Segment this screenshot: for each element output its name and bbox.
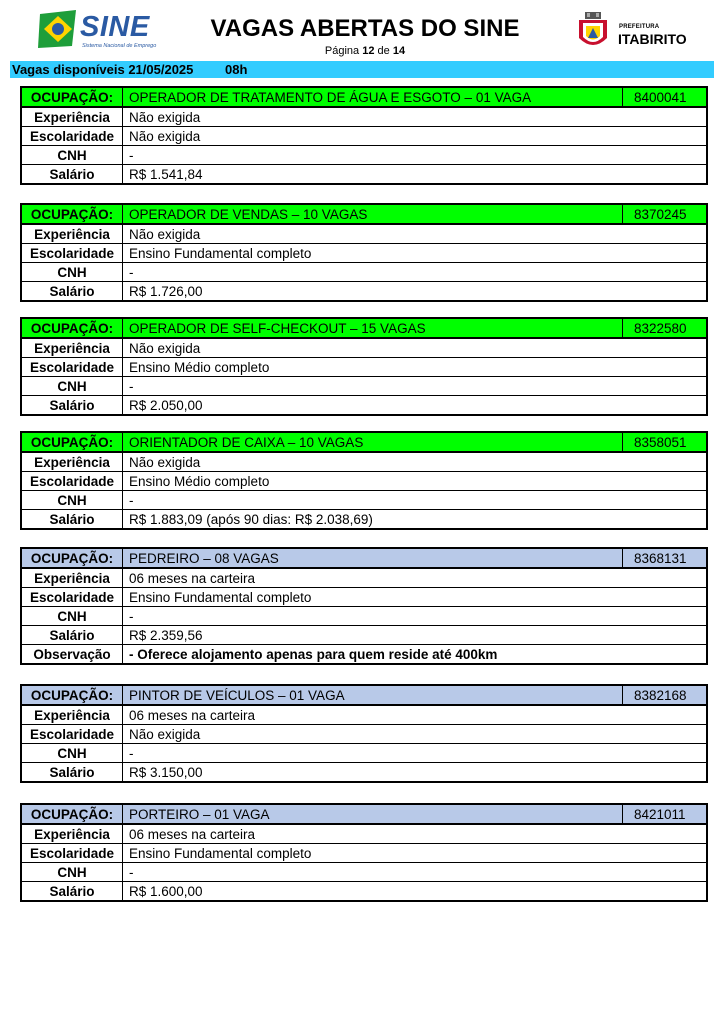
experience-label: Experiência [21, 824, 123, 844]
experience-label: Experiência [21, 705, 123, 725]
page-total: 14 [392, 45, 406, 57]
observation-value: - Oferece alojamento apenas para quem reside até 400km [123, 645, 708, 665]
cnh-label: CNH [21, 607, 123, 626]
education-value: Ensino Médio completo [123, 472, 708, 491]
salary-label: Salário [21, 282, 123, 302]
sine-logo [38, 10, 163, 52]
sine-emblem-icon [38, 10, 78, 48]
city-name: ITABIRITO [618, 31, 687, 47]
education-label: Escolaridade [21, 472, 123, 491]
experience-label: Experiência [21, 568, 123, 588]
salary-label: Salário [21, 882, 123, 902]
page-indicator [180, 45, 550, 57]
experience-label: Experiência [21, 224, 123, 244]
experience-value: 06 meses na carteira [123, 568, 708, 588]
education-label: Escolaridade [21, 725, 123, 744]
job-code: 8421011 [623, 804, 708, 824]
education-label: Escolaridade [21, 588, 123, 607]
cnh-value: - [123, 263, 708, 282]
sine-logo-text: SINE [80, 11, 150, 43]
occupation-title: ORIENTADOR DE CAIXA – 10 VAGAS [123, 432, 623, 452]
education-value: Não exigida [123, 127, 708, 146]
cnh-label: CNH [21, 491, 123, 510]
page-header [0, 0, 724, 62]
availability-date-bar [10, 61, 714, 78]
occupation-title: OPERADOR DE SELF-CHECKOUT – 15 VAGAS [123, 318, 623, 338]
education-value: Não exigida [123, 725, 708, 744]
experience-label: Experiência [21, 452, 123, 472]
job-code: 8382168 [623, 685, 708, 705]
education-value: Ensino Médio completo [123, 358, 708, 377]
occupation-title: PEDREIRO – 08 VAGAS [123, 548, 623, 568]
occupation-label: OCUPAÇÃO: [21, 87, 123, 107]
salary-value: R$ 1.541,84 [123, 165, 708, 185]
occupation-title: PORTEIRO – 01 VAGA [123, 804, 623, 824]
cnh-label: CNH [21, 146, 123, 165]
page-of: de [377, 45, 390, 57]
cnh-value: - [123, 377, 708, 396]
experience-value: Não exigida [123, 107, 708, 127]
occupation-label: OCUPAÇÃO: [21, 804, 123, 824]
salary-label: Salário [21, 763, 123, 783]
observation-label: Observação [21, 645, 123, 665]
occupation-label: OCUPAÇÃO: [21, 548, 123, 568]
cnh-value: - [123, 863, 708, 882]
experience-value: Não exigida [123, 224, 708, 244]
occupation-label: OCUPAÇÃO: [21, 432, 123, 452]
job-code: 8400041 [623, 87, 708, 107]
occupation-title: OPERADOR DE TRATAMENTO DE ÁGUA E ESGOTO – 01 VAGA [123, 87, 623, 107]
salary-label: Salário [21, 626, 123, 645]
education-label: Escolaridade [21, 844, 123, 863]
salary-value: R$ 1.726,00 [123, 282, 708, 302]
experience-value: 06 meses na carteira [123, 824, 708, 844]
prefeitura-logo [573, 12, 693, 54]
education-value: Ensino Fundamental completo [123, 588, 708, 607]
education-value: Ensino Fundamental completo [123, 844, 708, 863]
job-card [20, 431, 708, 530]
cnh-label: CNH [21, 263, 123, 282]
city-crest-icon [573, 12, 613, 52]
occupation-title: PINTOR DE VEÍCULOS – 01 VAGA [123, 685, 623, 705]
job-card [20, 684, 708, 783]
sine-logo-subtitle: Sistema Nacional de Emprego [82, 43, 157, 49]
availability-time: 08h [225, 62, 248, 77]
page-label: Página [324, 45, 360, 57]
salary-value: R$ 3.150,00 [123, 763, 708, 783]
cnh-value: - [123, 491, 708, 510]
salary-value: R$ 2.050,00 [123, 396, 708, 416]
job-card [20, 803, 708, 902]
cnh-label: CNH [21, 744, 123, 763]
cnh-value: - [123, 744, 708, 763]
salary-label: Salário [21, 165, 123, 185]
education-label: Escolaridade [21, 358, 123, 377]
prefeitura-label: PREFEITURA [619, 24, 660, 30]
occupation-label: OCUPAÇÃO: [21, 318, 123, 338]
occupation-title: OPERADOR DE VENDAS – 10 VAGAS [123, 204, 623, 224]
experience-value: 06 meses na carteira [123, 705, 708, 725]
job-card [20, 317, 708, 416]
job-card [20, 86, 708, 185]
availability-date: Vagas disponíveis 21/05/2025 [12, 62, 194, 77]
cnh-value: - [123, 146, 708, 165]
salary-value: R$ 1.883,09 (após 90 dias: R$ 2.038,69) [123, 510, 708, 530]
cnh-value: - [123, 607, 708, 626]
page-current: 12 [362, 45, 375, 57]
cnh-label: CNH [21, 377, 123, 396]
occupation-label: OCUPAÇÃO: [21, 685, 123, 705]
salary-value: R$ 1.600,00 [123, 882, 708, 902]
salary-label: Salário [21, 396, 123, 416]
education-label: Escolaridade [21, 244, 123, 263]
job-code: 8370245 [623, 204, 708, 224]
job-code: 8322580 [623, 318, 708, 338]
cnh-label: CNH [21, 863, 123, 882]
salary-label: Salário [21, 510, 123, 530]
occupation-label: OCUPAÇÃO: [21, 204, 123, 224]
job-card [20, 547, 708, 665]
job-card [20, 203, 708, 302]
job-code: 8358051 [623, 432, 708, 452]
education-label: Escolaridade [21, 127, 123, 146]
experience-value: Não exigida [123, 452, 708, 472]
experience-value: Não exigida [123, 338, 708, 358]
education-value: Ensino Fundamental completo [123, 244, 708, 263]
job-code: 8368131 [623, 548, 708, 568]
salary-value: R$ 2.359,56 [123, 626, 708, 645]
document-title: VAGAS ABERTAS DO SINE [210, 15, 520, 42]
experience-label: Experiência [21, 107, 123, 127]
experience-label: Experiência [21, 338, 123, 358]
